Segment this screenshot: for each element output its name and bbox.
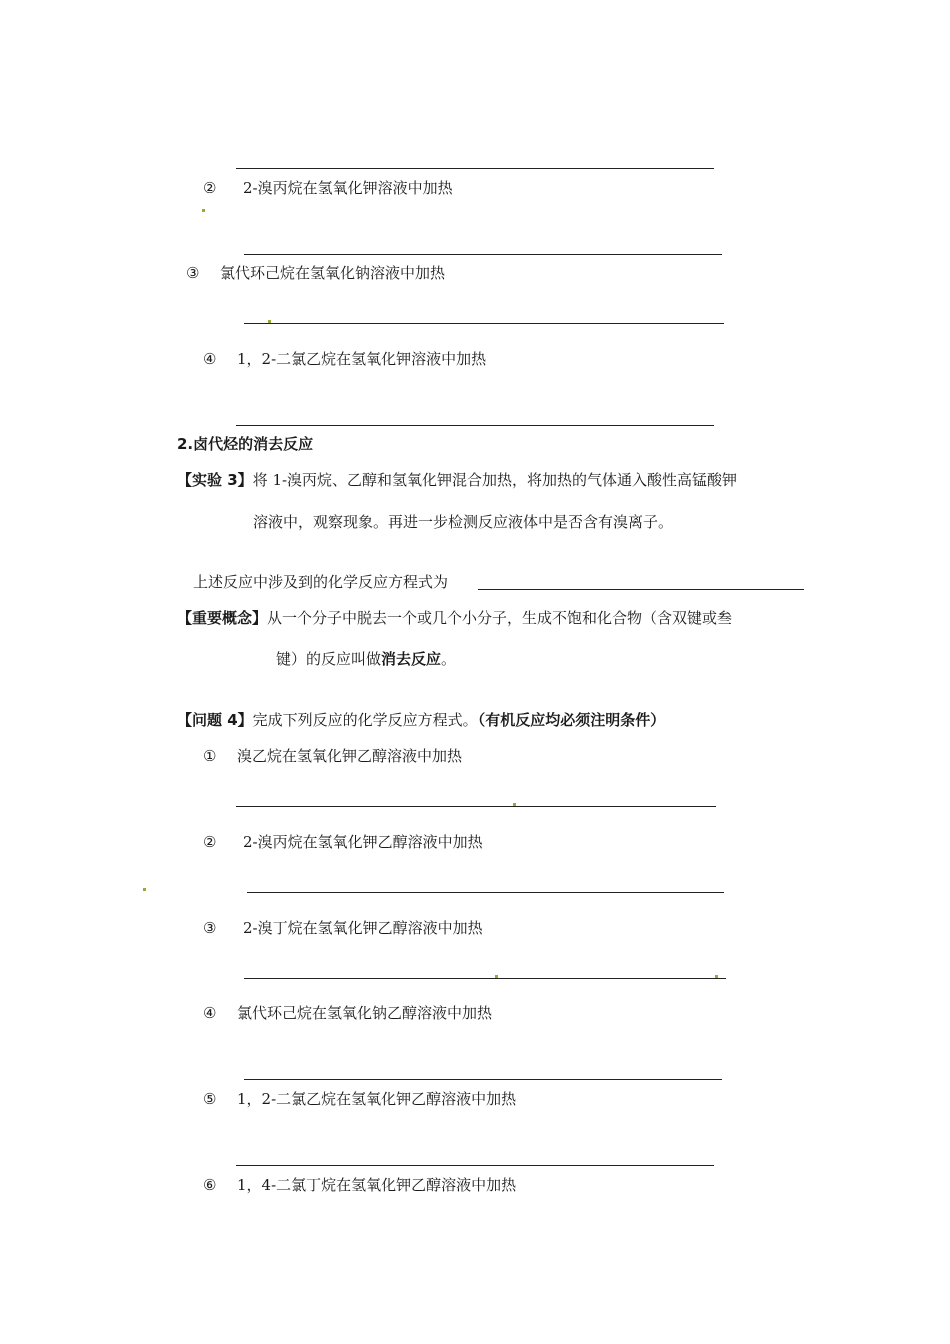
- answer-line[interactable]: [236, 168, 714, 169]
- list-item: [203, 178, 453, 198]
- answer-line[interactable]: [244, 323, 724, 324]
- answer-line[interactable]: [236, 806, 716, 807]
- dot-mark: [715, 975, 718, 978]
- item-text: 1，2-二氯乙烷在氢氧化钾乙醇溶液中加热: [237, 1090, 517, 1108]
- item-text: 溴乙烷在氢氧化钾乙醇溶液中加热: [237, 747, 463, 765]
- question-line: [177, 710, 665, 730]
- experiment-line-2: 溶液中，观察现象。再进一步检测反应液体中是否含有溴离子。: [253, 513, 674, 531]
- concept-text-2: 键）的反应叫做: [276, 650, 382, 668]
- dot-mark: [202, 209, 205, 212]
- answer-line[interactable]: [244, 1079, 722, 1080]
- section-heading: 2.卤代烃的消去反应: [177, 435, 314, 453]
- equation-prompt: 上述反应中涉及到的化学反应方程式为: [193, 573, 449, 591]
- question-label: 【问题 4】: [177, 711, 253, 729]
- dot-mark: [143, 888, 146, 891]
- list-item: [203, 1003, 492, 1023]
- experiment-label: 【实验 3】: [177, 471, 253, 489]
- item-number: ②: [203, 179, 217, 197]
- concept-line-2: [276, 649, 456, 669]
- concept-label: 【重要概念】: [177, 609, 268, 627]
- list-item: [203, 832, 483, 852]
- item-number: ①: [203, 747, 217, 765]
- item-number: ③: [186, 264, 200, 282]
- dot-mark: [268, 320, 271, 323]
- question-text: 完成下列反应的化学反应方程式。: [252, 711, 478, 729]
- item-text: 2-溴丙烷在氢氧化钾乙醇溶液中加热: [243, 833, 483, 851]
- list-item: [203, 746, 462, 766]
- question-note: （有机反应均必须注明条件）: [477, 711, 666, 729]
- item-number: ④: [203, 1004, 217, 1022]
- answer-line[interactable]: [244, 978, 726, 979]
- concept-line-1: [177, 608, 732, 628]
- item-text: 1，2-二氯乙烷在氢氧化钾溶液中加热: [237, 350, 487, 368]
- dot-mark: [495, 975, 498, 978]
- item-number: ②: [203, 833, 217, 851]
- item-number: ⑥: [203, 1176, 217, 1194]
- concept-text-3: 。: [441, 650, 457, 668]
- answer-line[interactable]: [478, 589, 804, 590]
- list-item: [203, 349, 486, 369]
- list-item: [186, 263, 445, 283]
- dot-mark: [513, 803, 516, 806]
- item-text: 1，4-二氯丁烷在氢氧化钾乙醇溶液中加热: [237, 1176, 517, 1194]
- answer-line[interactable]: [247, 892, 724, 893]
- experiment-text-1: 将 1-溴丙烷、乙醇和氢氧化钾混合加热，将加热的气体通入酸性高锰酸钾: [252, 471, 738, 489]
- concept-text-1: 从一个分子中脱去一个或几个小分子，生成不饱和化合物（含双键或叁: [267, 609, 733, 627]
- item-number: ④: [203, 350, 217, 368]
- item-text: 2-溴丙烷在氢氧化钾溶液中加热: [243, 179, 453, 197]
- item-number: ⑤: [203, 1090, 217, 1108]
- concept-term: 消去反应: [381, 650, 442, 668]
- answer-line[interactable]: [244, 254, 722, 255]
- answer-line[interactable]: [236, 1165, 714, 1166]
- item-text: 2-溴丁烷在氢氧化钾乙醇溶液中加热: [243, 919, 483, 937]
- answer-line[interactable]: [236, 425, 714, 426]
- experiment-line-1: [177, 470, 737, 490]
- item-text: 氯代环己烷在氢氧化钠溶液中加热: [220, 264, 446, 282]
- item-number: ③: [203, 919, 217, 937]
- list-item: [203, 918, 483, 938]
- item-text: 氯代环己烷在氢氧化钠乙醇溶液中加热: [237, 1004, 493, 1022]
- list-item: [203, 1089, 516, 1109]
- list-item: [203, 1175, 516, 1195]
